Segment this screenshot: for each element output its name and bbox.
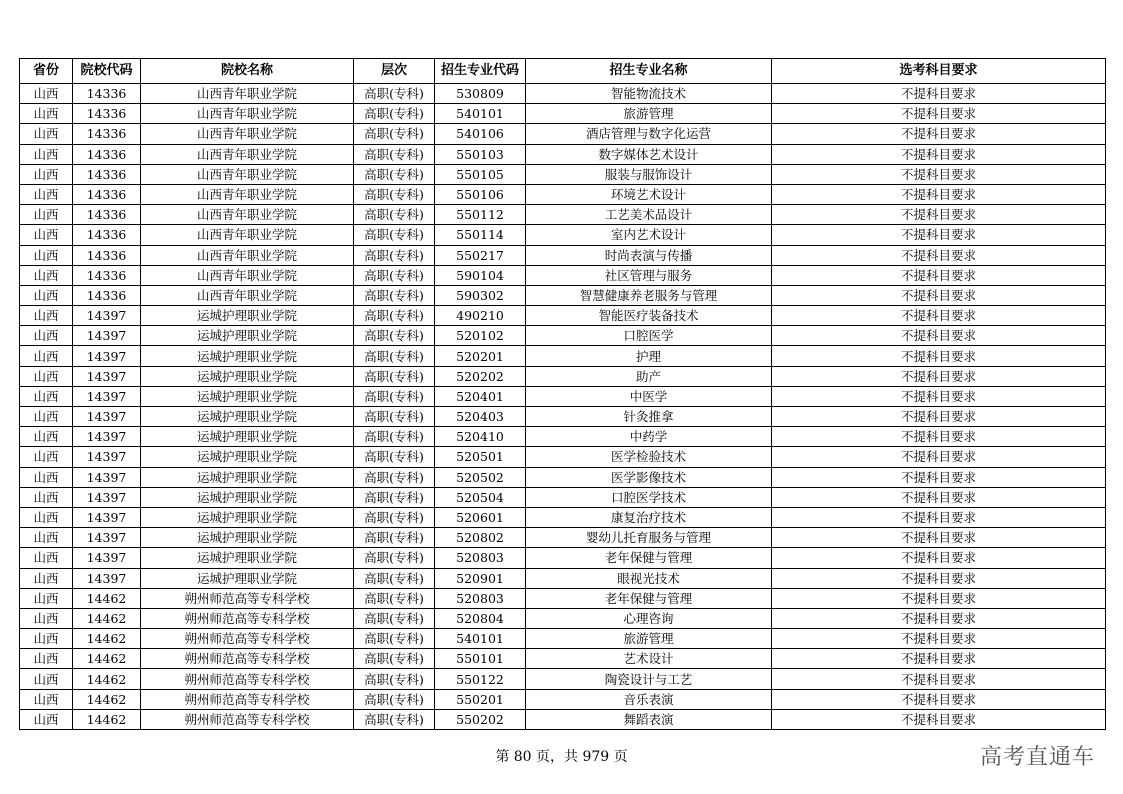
cell-province: 山西 (20, 366, 73, 386)
cell-level: 高职(专科) (354, 467, 435, 487)
table-row (20, 669, 1106, 689)
cell-major-code: 520502 (435, 467, 526, 487)
cell-major-name: 酒店管理与数字化运营 (526, 124, 772, 144)
cell-subject-requirement: 不提科目要求 (772, 285, 1106, 305)
cell-major-code: 550101 (435, 649, 526, 669)
cell-school-name: 山西青年职业学院 (141, 225, 354, 245)
cell-school-name: 运城护理职业学院 (141, 306, 354, 326)
cell-level: 高职(专科) (354, 326, 435, 346)
cell-major-name: 心理咨询 (526, 608, 772, 628)
cell-level: 高职(专科) (354, 568, 435, 588)
cell-subject-requirement: 不提科目要求 (772, 306, 1106, 326)
cell-subject-requirement: 不提科目要求 (772, 669, 1106, 689)
cell-subject-requirement: 不提科目要求 (772, 588, 1106, 608)
cell-province: 山西 (20, 709, 73, 729)
cell-school-name: 运城护理职业学院 (141, 386, 354, 406)
cell-major-code: 520403 (435, 407, 526, 427)
table-row (20, 487, 1106, 507)
cell-province: 山西 (20, 285, 73, 305)
table-row (20, 649, 1106, 669)
cell-subject-requirement: 不提科目要求 (772, 265, 1106, 285)
cell-major-name: 舞蹈表演 (526, 709, 772, 729)
cell-school-name: 山西青年职业学院 (141, 245, 354, 265)
cell-school-name: 山西青年职业学院 (141, 285, 354, 305)
column-header: 层次 (354, 59, 435, 84)
cell-school-name: 山西青年职业学院 (141, 144, 354, 164)
cell-major-code: 520802 (435, 528, 526, 548)
cell-school-name: 运城护理职业学院 (141, 507, 354, 527)
cell-major-code: 550106 (435, 184, 526, 204)
cell-major-code: 520202 (435, 366, 526, 386)
cell-level: 高职(专科) (354, 709, 435, 729)
table-row (20, 407, 1106, 427)
cell-subject-requirement: 不提科目要求 (772, 709, 1106, 729)
cell-school-code: 14397 (73, 467, 141, 487)
cell-province: 山西 (20, 265, 73, 285)
table-header-row (20, 59, 1106, 84)
table-row (20, 689, 1106, 709)
cell-level: 高职(专科) (354, 245, 435, 265)
cell-school-code: 14397 (73, 346, 141, 366)
cell-school-name: 运城护理职业学院 (141, 487, 354, 507)
cell-level: 高职(专科) (354, 285, 435, 305)
cell-subject-requirement: 不提科目要求 (772, 548, 1106, 568)
cell-subject-requirement: 不提科目要求 (772, 608, 1106, 628)
cell-major-name: 旅游管理 (526, 629, 772, 649)
cell-subject-requirement: 不提科目要求 (772, 205, 1106, 225)
cell-province: 山西 (20, 548, 73, 568)
cell-subject-requirement: 不提科目要求 (772, 184, 1106, 204)
cell-level: 高职(专科) (354, 629, 435, 649)
cell-level: 高职(专科) (354, 144, 435, 164)
cell-major-code: 530809 (435, 84, 526, 104)
cell-major-code: 520804 (435, 608, 526, 628)
cell-major-code: 520901 (435, 568, 526, 588)
cell-province: 山西 (20, 467, 73, 487)
table-row (20, 608, 1106, 628)
table-row (20, 427, 1106, 447)
cell-subject-requirement: 不提科目要求 (772, 124, 1106, 144)
cell-school-name: 朔州师范高等专科学校 (141, 629, 354, 649)
cell-province: 山西 (20, 225, 73, 245)
column-header: 院校名称 (141, 59, 354, 84)
cell-major-name: 眼视光技术 (526, 568, 772, 588)
cell-province: 山西 (20, 84, 73, 104)
cell-school-code: 14336 (73, 245, 141, 265)
cell-major-name: 医学影像技术 (526, 467, 772, 487)
cell-subject-requirement: 不提科目要求 (772, 104, 1106, 124)
table-row (20, 245, 1106, 265)
cell-subject-requirement: 不提科目要求 (772, 447, 1106, 467)
table-row (20, 205, 1106, 225)
cell-province: 山西 (20, 588, 73, 608)
cell-school-code: 14397 (73, 548, 141, 568)
cell-major-name: 数字媒体艺术设计 (526, 144, 772, 164)
cell-subject-requirement: 不提科目要求 (772, 326, 1106, 346)
table-body (20, 84, 1106, 730)
table-row (20, 507, 1106, 527)
table-row (20, 447, 1106, 467)
cell-major-code: 520102 (435, 326, 526, 346)
cell-school-code: 14336 (73, 225, 141, 245)
cell-major-code: 520410 (435, 427, 526, 447)
cell-school-code: 14397 (73, 306, 141, 326)
cell-province: 山西 (20, 346, 73, 366)
cell-major-name: 医学检验技术 (526, 447, 772, 467)
cell-level: 高职(专科) (354, 487, 435, 507)
cell-major-name: 中药学 (526, 427, 772, 447)
cell-major-code: 550122 (435, 669, 526, 689)
cell-major-code: 550202 (435, 709, 526, 729)
cell-school-name: 运城护理职业学院 (141, 467, 354, 487)
cell-major-name: 环境艺术设计 (526, 184, 772, 204)
cell-subject-requirement: 不提科目要求 (772, 487, 1106, 507)
cell-school-code: 14336 (73, 184, 141, 204)
column-header: 招生专业名称 (526, 59, 772, 84)
cell-major-name: 助产 (526, 366, 772, 386)
cell-province: 山西 (20, 386, 73, 406)
cell-school-code: 14462 (73, 649, 141, 669)
cell-level: 高职(专科) (354, 689, 435, 709)
cell-subject-requirement: 不提科目要求 (772, 507, 1106, 527)
cell-province: 山西 (20, 447, 73, 467)
cell-subject-requirement: 不提科目要求 (772, 144, 1106, 164)
cell-major-code: 520601 (435, 507, 526, 527)
cell-school-code: 14397 (73, 326, 141, 346)
cell-major-code: 550112 (435, 205, 526, 225)
cell-major-name: 室内艺术设计 (526, 225, 772, 245)
cell-province: 山西 (20, 407, 73, 427)
table-row (20, 346, 1106, 366)
table-row (20, 467, 1106, 487)
cell-level: 高职(专科) (354, 306, 435, 326)
cell-province: 山西 (20, 326, 73, 346)
cell-province: 山西 (20, 507, 73, 527)
cell-major-code: 550217 (435, 245, 526, 265)
cell-level: 高职(专科) (354, 407, 435, 427)
cell-province: 山西 (20, 568, 73, 588)
table-row (20, 184, 1106, 204)
cell-level: 高职(专科) (354, 104, 435, 124)
table-row (20, 709, 1106, 729)
cell-subject-requirement: 不提科目要求 (772, 649, 1106, 669)
cell-school-code: 14336 (73, 124, 141, 144)
table-row (20, 144, 1106, 164)
cell-school-name: 运城护理职业学院 (141, 568, 354, 588)
cell-province: 山西 (20, 427, 73, 447)
cell-major-name: 艺术设计 (526, 649, 772, 669)
cell-level: 高职(专科) (354, 427, 435, 447)
cell-school-name: 朔州师范高等专科学校 (141, 669, 354, 689)
cell-level: 高职(专科) (354, 608, 435, 628)
cell-major-name: 中医学 (526, 386, 772, 406)
cell-province: 山西 (20, 245, 73, 265)
admissions-table-container (19, 58, 1105, 730)
table-row (20, 568, 1106, 588)
cell-major-name: 时尚表演与传播 (526, 245, 772, 265)
cell-school-code: 14336 (73, 144, 141, 164)
watermark-brand: 高考直通车 (979, 745, 1095, 770)
cell-school-name: 山西青年职业学院 (141, 104, 354, 124)
table-row (20, 548, 1106, 568)
cell-school-name: 山西青年职业学院 (141, 124, 354, 144)
cell-level: 高职(专科) (354, 588, 435, 608)
cell-level: 高职(专科) (354, 346, 435, 366)
cell-subject-requirement: 不提科目要求 (772, 568, 1106, 588)
table-row (20, 306, 1106, 326)
cell-school-name: 运城护理职业学院 (141, 427, 354, 447)
cell-school-code: 14397 (73, 366, 141, 386)
cell-major-code: 540101 (435, 629, 526, 649)
table-row (20, 629, 1106, 649)
cell-major-code: 490210 (435, 306, 526, 326)
cell-major-code: 550201 (435, 689, 526, 709)
cell-major-code: 590302 (435, 285, 526, 305)
cell-school-name: 山西青年职业学院 (141, 84, 354, 104)
cell-province: 山西 (20, 669, 73, 689)
cell-school-code: 14397 (73, 487, 141, 507)
cell-major-code: 540106 (435, 124, 526, 144)
cell-level: 高职(专科) (354, 507, 435, 527)
cell-school-code: 14397 (73, 407, 141, 427)
cell-school-name: 山西青年职业学院 (141, 184, 354, 204)
cell-province: 山西 (20, 689, 73, 709)
cell-level: 高职(专科) (354, 164, 435, 184)
cell-level: 高职(专科) (354, 205, 435, 225)
table-row (20, 84, 1106, 104)
cell-province: 山西 (20, 144, 73, 164)
column-header: 院校代码 (73, 59, 141, 84)
column-header: 选考科目要求 (772, 59, 1106, 84)
cell-school-name: 山西青年职业学院 (141, 265, 354, 285)
cell-major-name: 口腔医学技术 (526, 487, 772, 507)
cell-school-name: 山西青年职业学院 (141, 205, 354, 225)
table-row (20, 366, 1106, 386)
cell-school-name: 朔州师范高等专科学校 (141, 608, 354, 628)
cell-school-code: 14397 (73, 568, 141, 588)
column-header: 省份 (20, 59, 73, 84)
cell-school-name: 运城护理职业学院 (141, 447, 354, 467)
cell-school-code: 14462 (73, 709, 141, 729)
cell-subject-requirement: 不提科目要求 (772, 346, 1106, 366)
cell-major-name: 康复治疗技术 (526, 507, 772, 527)
admissions-table (19, 58, 1106, 730)
cell-major-name: 智能物流技术 (526, 84, 772, 104)
cell-major-name: 老年保健与管理 (526, 588, 772, 608)
column-header: 招生专业代码 (435, 59, 526, 84)
cell-school-code: 14336 (73, 164, 141, 184)
cell-school-name: 运城护理职业学院 (141, 326, 354, 346)
cell-school-code: 14397 (73, 427, 141, 447)
cell-province: 山西 (20, 487, 73, 507)
cell-subject-requirement: 不提科目要求 (772, 427, 1106, 447)
cell-province: 山西 (20, 528, 73, 548)
cell-school-code: 14397 (73, 447, 141, 467)
cell-major-code: 540101 (435, 104, 526, 124)
cell-level: 高职(专科) (354, 649, 435, 669)
cell-school-code: 14336 (73, 84, 141, 104)
cell-major-code: 520501 (435, 447, 526, 467)
cell-major-code: 520803 (435, 588, 526, 608)
table-row (20, 124, 1106, 144)
cell-school-code: 14336 (73, 265, 141, 285)
cell-school-code: 14336 (73, 285, 141, 305)
cell-major-name: 婴幼儿托育服务与管理 (526, 528, 772, 548)
cell-major-name: 旅游管理 (526, 104, 772, 124)
cell-subject-requirement: 不提科目要求 (772, 528, 1106, 548)
cell-level: 高职(专科) (354, 225, 435, 245)
cell-school-name: 山西青年职业学院 (141, 164, 354, 184)
cell-province: 山西 (20, 649, 73, 669)
cell-level: 高职(专科) (354, 84, 435, 104)
cell-major-name: 护理 (526, 346, 772, 366)
cell-province: 山西 (20, 104, 73, 124)
cell-major-name: 智慧健康养老服务与管理 (526, 285, 772, 305)
cell-level: 高职(专科) (354, 184, 435, 204)
table-row (20, 164, 1106, 184)
cell-major-code: 520504 (435, 487, 526, 507)
cell-major-name: 老年保健与管理 (526, 548, 772, 568)
table-row (20, 386, 1106, 406)
cell-subject-requirement: 不提科目要求 (772, 386, 1106, 406)
cell-school-name: 朔州师范高等专科学校 (141, 689, 354, 709)
cell-subject-requirement: 不提科目要求 (772, 407, 1106, 427)
table-row (20, 285, 1106, 305)
cell-province: 山西 (20, 184, 73, 204)
table-row (20, 265, 1106, 285)
cell-school-name: 运城护理职业学院 (141, 407, 354, 427)
page-number: 第 80 页，共 979 页 (495, 749, 628, 765)
cell-school-code: 14462 (73, 588, 141, 608)
cell-level: 高职(专科) (354, 548, 435, 568)
cell-major-name: 工艺美术品设计 (526, 205, 772, 225)
cell-major-code: 550114 (435, 225, 526, 245)
cell-province: 山西 (20, 164, 73, 184)
cell-school-name: 朔州师范高等专科学校 (141, 588, 354, 608)
cell-major-name: 针灸推拿 (526, 407, 772, 427)
table-row (20, 528, 1106, 548)
cell-major-name: 音乐表演 (526, 689, 772, 709)
cell-major-name: 口腔医学 (526, 326, 772, 346)
cell-school-code: 14397 (73, 507, 141, 527)
cell-subject-requirement: 不提科目要求 (772, 245, 1106, 265)
cell-subject-requirement: 不提科目要求 (772, 366, 1106, 386)
table-row (20, 104, 1106, 124)
cell-school-code: 14462 (73, 629, 141, 649)
table-row (20, 326, 1106, 346)
cell-level: 高职(专科) (354, 669, 435, 689)
cell-school-name: 运城护理职业学院 (141, 528, 354, 548)
cell-province: 山西 (20, 306, 73, 326)
cell-level: 高职(专科) (354, 528, 435, 548)
table-row (20, 225, 1106, 245)
cell-major-code: 590104 (435, 265, 526, 285)
cell-level: 高职(专科) (354, 447, 435, 467)
cell-school-code: 14462 (73, 689, 141, 709)
cell-province: 山西 (20, 124, 73, 144)
cell-school-code: 14336 (73, 205, 141, 225)
cell-major-code: 550103 (435, 144, 526, 164)
cell-school-name: 运城护理职业学院 (141, 346, 354, 366)
cell-school-code: 14397 (73, 528, 141, 548)
cell-major-name: 陶瓷设计与工艺 (526, 669, 772, 689)
cell-school-name: 朔州师范高等专科学校 (141, 709, 354, 729)
cell-major-name: 智能医疗装备技术 (526, 306, 772, 326)
cell-major-code: 520201 (435, 346, 526, 366)
cell-school-code: 14336 (73, 104, 141, 124)
cell-province: 山西 (20, 629, 73, 649)
cell-province: 山西 (20, 608, 73, 628)
cell-level: 高职(专科) (354, 124, 435, 144)
cell-subject-requirement: 不提科目要求 (772, 629, 1106, 649)
cell-level: 高职(专科) (354, 265, 435, 285)
cell-major-code: 520401 (435, 386, 526, 406)
cell-province: 山西 (20, 205, 73, 225)
cell-major-code: 550105 (435, 164, 526, 184)
cell-major-code: 520803 (435, 548, 526, 568)
cell-subject-requirement: 不提科目要求 (772, 84, 1106, 104)
cell-school-code: 14397 (73, 386, 141, 406)
cell-major-name: 服装与服饰设计 (526, 164, 772, 184)
cell-major-name: 社区管理与服务 (526, 265, 772, 285)
cell-subject-requirement: 不提科目要求 (772, 467, 1106, 487)
cell-school-name: 运城护理职业学院 (141, 366, 354, 386)
cell-subject-requirement: 不提科目要求 (772, 164, 1106, 184)
cell-school-code: 14462 (73, 669, 141, 689)
cell-school-name: 运城护理职业学院 (141, 548, 354, 568)
cell-school-code: 14462 (73, 608, 141, 628)
table-row (20, 588, 1106, 608)
cell-school-name: 朔州师范高等专科学校 (141, 649, 354, 669)
cell-level: 高职(专科) (354, 386, 435, 406)
cell-subject-requirement: 不提科目要求 (772, 689, 1106, 709)
cell-level: 高职(专科) (354, 366, 435, 386)
cell-subject-requirement: 不提科目要求 (772, 225, 1106, 245)
